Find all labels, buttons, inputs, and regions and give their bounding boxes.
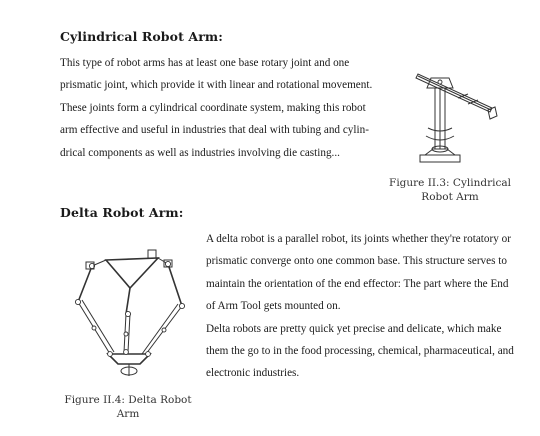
text-line: them the go to in the food processing, chemical, pharmaceutical, and: [206, 345, 514, 358]
figure-caption-cylindrical: [382, 176, 518, 204]
text-line: of Arm Tool gets mounted on.: [206, 300, 341, 313]
section-heading-cylindrical: Cylindrical Robot Arm:: [60, 29, 223, 44]
section-heading-delta: Delta Robot Arm:: [60, 205, 184, 220]
delta-robot-arm-illustration: [64, 236, 194, 386]
text-line: arm effective and useful in industries that deal with tubing and cylin-: [60, 124, 369, 137]
text-line: A delta robot is a parallel robot, its joints whether they're rotatory or: [206, 233, 511, 245]
cylindrical-robot-arm-illustration: [398, 70, 508, 170]
paragraph-cylindrical: [60, 52, 390, 164]
text-line: prismatic joint, which provide it with linear and rotational movement.: [60, 79, 373, 92]
figure-caption-delta: [58, 393, 198, 421]
text-line: These joints form a cylindrical coordinate system, making this robot: [60, 101, 366, 114]
text-line: prismatic converge onto one common base. This structure serves to: [206, 255, 507, 268]
caption-line: Figure II.4: Delta Robot: [64, 394, 192, 406]
text-line: This type of robot arms has at least one base rotary joint and one: [60, 57, 350, 69]
caption-line: Arm: [116, 408, 140, 420]
text-line: maintain the orientation of the end effector: The part where the End: [206, 277, 509, 290]
text-line: Delta robots are pretty quick yet precise and delicate, which make: [206, 322, 502, 335]
caption-line: Robot Arm: [421, 191, 479, 203]
text-line: electronic industries.: [206, 367, 300, 380]
paragraph-delta: [206, 228, 526, 385]
text-line: drical components as well as industries involving die casting...: [60, 146, 340, 159]
caption-line: Figure II.3: Cylindrical: [389, 177, 511, 189]
